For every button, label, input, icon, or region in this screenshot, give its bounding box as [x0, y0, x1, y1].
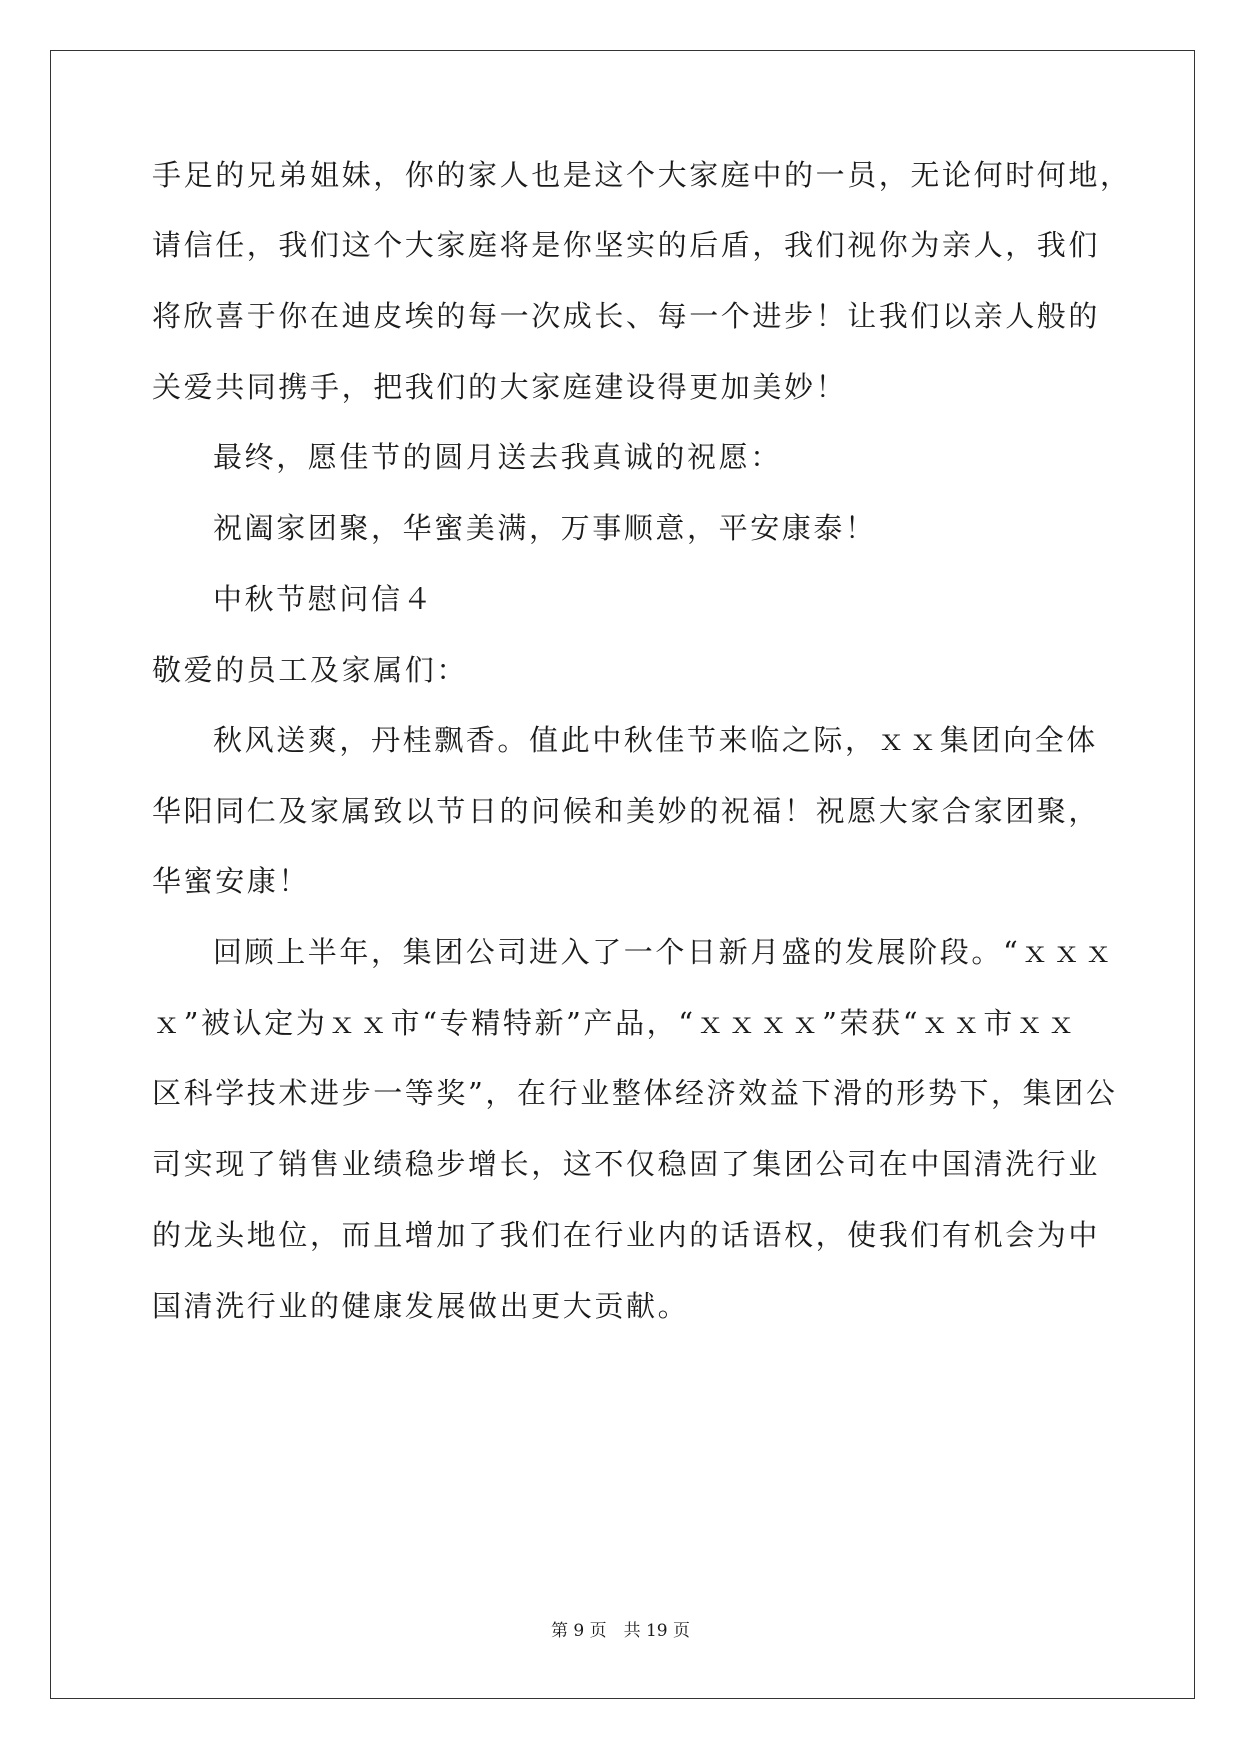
text-line: ｘ”被认定为ｘｘ市“专精特新”产品，“ｘｘｘｘ”荣获“ｘｘ市ｘｘ [152, 1006, 1079, 1040]
text-line: 华蜜安康！ [152, 864, 311, 898]
text-line: 最终，愿佳节的圆月送去我真诚的祝愿： [213, 440, 782, 474]
text-line: 秋风送爽，丹桂飘香。值此中秋佳节来临之际，ｘｘ集团向全体 [213, 723, 1098, 757]
text-line: 将欣喜于你在迪皮埃的每一次成长、每一个进步！让我们以亲人般的 [152, 299, 1101, 333]
text-line: 请信任，我们这个大家庭将是你坚实的后盾，我们视你为亲人，我们 [152, 228, 1101, 262]
salutation: 敬爱的员工及家属们： [152, 653, 469, 687]
text-line: 回顾上半年，集团公司进入了一个日新月盛的发展阶段。“ｘｘｘ [213, 935, 1116, 969]
text-line: 司实现了销售业绩稳步增长，这不仅稳固了集团公司在中国清洗行业 [152, 1147, 1101, 1181]
text-line: 的龙头地位，而且增加了我们在行业内的话语权，使我们有机会为中 [152, 1218, 1101, 1252]
text-line: 国清洗行业的健康发展做出更大贡献。 [152, 1289, 690, 1323]
text-line: 手足的兄弟姐妹，你的家人也是这个大家庭中的一员，无论何时何地， [152, 158, 1132, 192]
page-footer [0, 1619, 1241, 1643]
text-line: 祝阖家团聚，华蜜美满，万事顺意，平安康泰！ [213, 511, 877, 545]
text-line: 华阳同仁及家属致以节日的问候和美妙的祝福！祝愿大家合家团聚， [152, 794, 1101, 828]
section-heading: 中秋节慰问信４ [213, 582, 435, 616]
text-line: 区科学技术进步一等奖”，在行业整体经济效益下滑的形势下，集团公 [152, 1076, 1118, 1110]
text-line: 关爱共同携手，把我们的大家庭建设得更加美妙！ [152, 370, 848, 404]
page-number: 第 9 页 共 19 页 [550, 1621, 691, 1641]
